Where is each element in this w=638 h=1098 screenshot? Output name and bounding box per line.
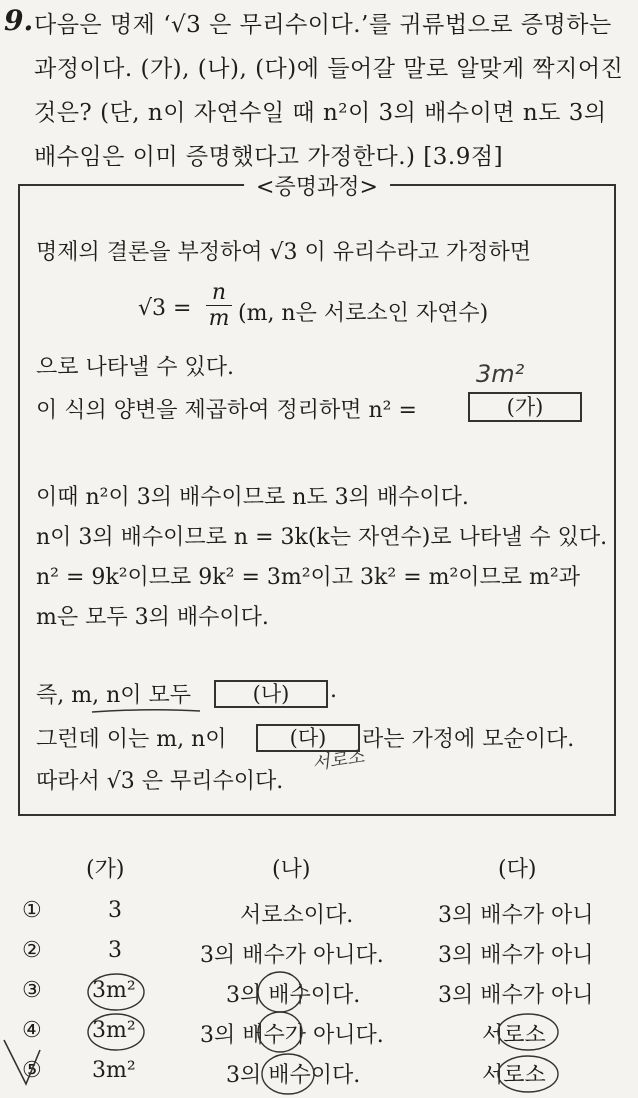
choice-3-ga: 3m² <box>92 978 136 1003</box>
circle-mark-ga-3 <box>88 974 144 1010</box>
circle-mark-da-5 <box>498 1056 558 1092</box>
choice-4-ga: 3m² <box>92 1018 136 1043</box>
question-line-4: 배수임은 이미 증명했다고 가정한다.) [3.9점] <box>34 144 504 170</box>
proof-line-8-pre: 즉, m, n이 모두 <box>36 683 192 708</box>
proof-eq-left: √3 = <box>138 296 192 321</box>
choice-header-ga: (가) <box>86 857 125 882</box>
circle-mark-da-4 <box>498 1014 558 1050</box>
question-line-2: 과정이다. (가), (나), (다)에 들어갈 말로 알맞게 짝지어진 <box>34 56 624 82</box>
choice-2-number[interactable]: ② <box>22 938 42 963</box>
circle-mark-na-4 <box>258 1012 302 1052</box>
proof-line-9-post: 라는 가정에 모순이다. <box>362 727 575 752</box>
proof-eq-numerator: n <box>211 280 227 305</box>
proof-eq-denominator: m <box>206 305 232 331</box>
proof-line-5: n이 3의 배수이므로 n = 3k(k는 자연수)로 나타낼 수 있다. <box>36 525 608 550</box>
proof-line-10: 따라서 √3 은 무리수이다. <box>36 769 284 794</box>
choice-2-na: 3의 배수가 아니다. <box>200 943 384 968</box>
proof-eq-note: (m, n은 서로소인 자연수) <box>238 301 489 326</box>
choice-5-number[interactable]: ⑤ <box>22 1058 42 1083</box>
circle-mark-na-5 <box>262 1054 314 1094</box>
choice-2-da: 3의 배수가 아니 <box>438 943 594 968</box>
proof-line-8-post: . <box>330 678 337 703</box>
choice-2-ga: 3 <box>108 938 122 963</box>
choice-1-da: 3의 배수가 아니 <box>438 903 594 928</box>
blank-da: (다) <box>256 724 360 752</box>
choice-4-number[interactable]: ④ <box>22 1018 42 1043</box>
question-line-3: 것은? (단, n이 자연수일 때 n²이 3의 배수이면 n도 3의 <box>34 100 607 126</box>
proof-line-2: 으로 나타낼 수 있다. <box>36 355 234 380</box>
question-line-1: 다음은 명제 ‘√3 은 무리수이다.’를 귀류법으로 증명하는 <box>34 12 612 38</box>
choice-5-ga: 3m² <box>92 1058 136 1083</box>
choice-header-na: (나) <box>272 857 311 882</box>
proof-title: <증명과정> <box>244 170 390 201</box>
choice-3-number[interactable]: ③ <box>22 978 42 1003</box>
proof-line-9-pre: 그런데 이는 m, n이 <box>36 727 227 752</box>
blank-na: (나) <box>214 680 328 708</box>
choice-5-da: 서로소 <box>482 1063 546 1088</box>
choice-4-da: 서로소 <box>482 1023 546 1048</box>
handwritten-da-note: 서로소 <box>311 746 366 775</box>
choice-1-number[interactable]: ① <box>22 898 42 923</box>
proof-line-7: m은 모두 3의 배수이다. <box>36 605 269 630</box>
check-mark <box>4 1040 40 1084</box>
proof-line-3: 이 식의 양변을 제곱하여 정리하면 n² = <box>36 398 417 423</box>
choice-4-na: 3의 배수가 아니다. <box>200 1023 384 1048</box>
proof-line-1: 명제의 결론을 부정하여 √3 이 유리수라고 가정하면 <box>36 240 532 265</box>
choice-header-da: (다) <box>498 857 537 882</box>
proof-line-4: 이때 n²이 3의 배수이므로 n도 3의 배수이다. <box>36 485 469 510</box>
circle-mark-ga-4 <box>88 1014 144 1050</box>
circle-mark-na-3 <box>258 972 302 1012</box>
choice-1-ga: 3 <box>108 898 122 923</box>
handwritten-ga-note: 3m² <box>476 360 525 388</box>
underline-mark <box>92 710 200 712</box>
choice-3-da: 3의 배수가 아니 <box>438 983 594 1008</box>
question-number: 9. <box>4 4 34 37</box>
choice-1-na: 서로소이다. <box>240 903 354 928</box>
choice-3-na: 3의 배수이다. <box>226 983 361 1008</box>
proof-line-6: n² = 9k²이므로 9k² = 3m²이고 3k² = m²이므로 m²과 <box>36 565 580 590</box>
blank-ga: (가) <box>468 392 582 422</box>
choice-5-na: 3의 배수이다. <box>226 1063 361 1088</box>
